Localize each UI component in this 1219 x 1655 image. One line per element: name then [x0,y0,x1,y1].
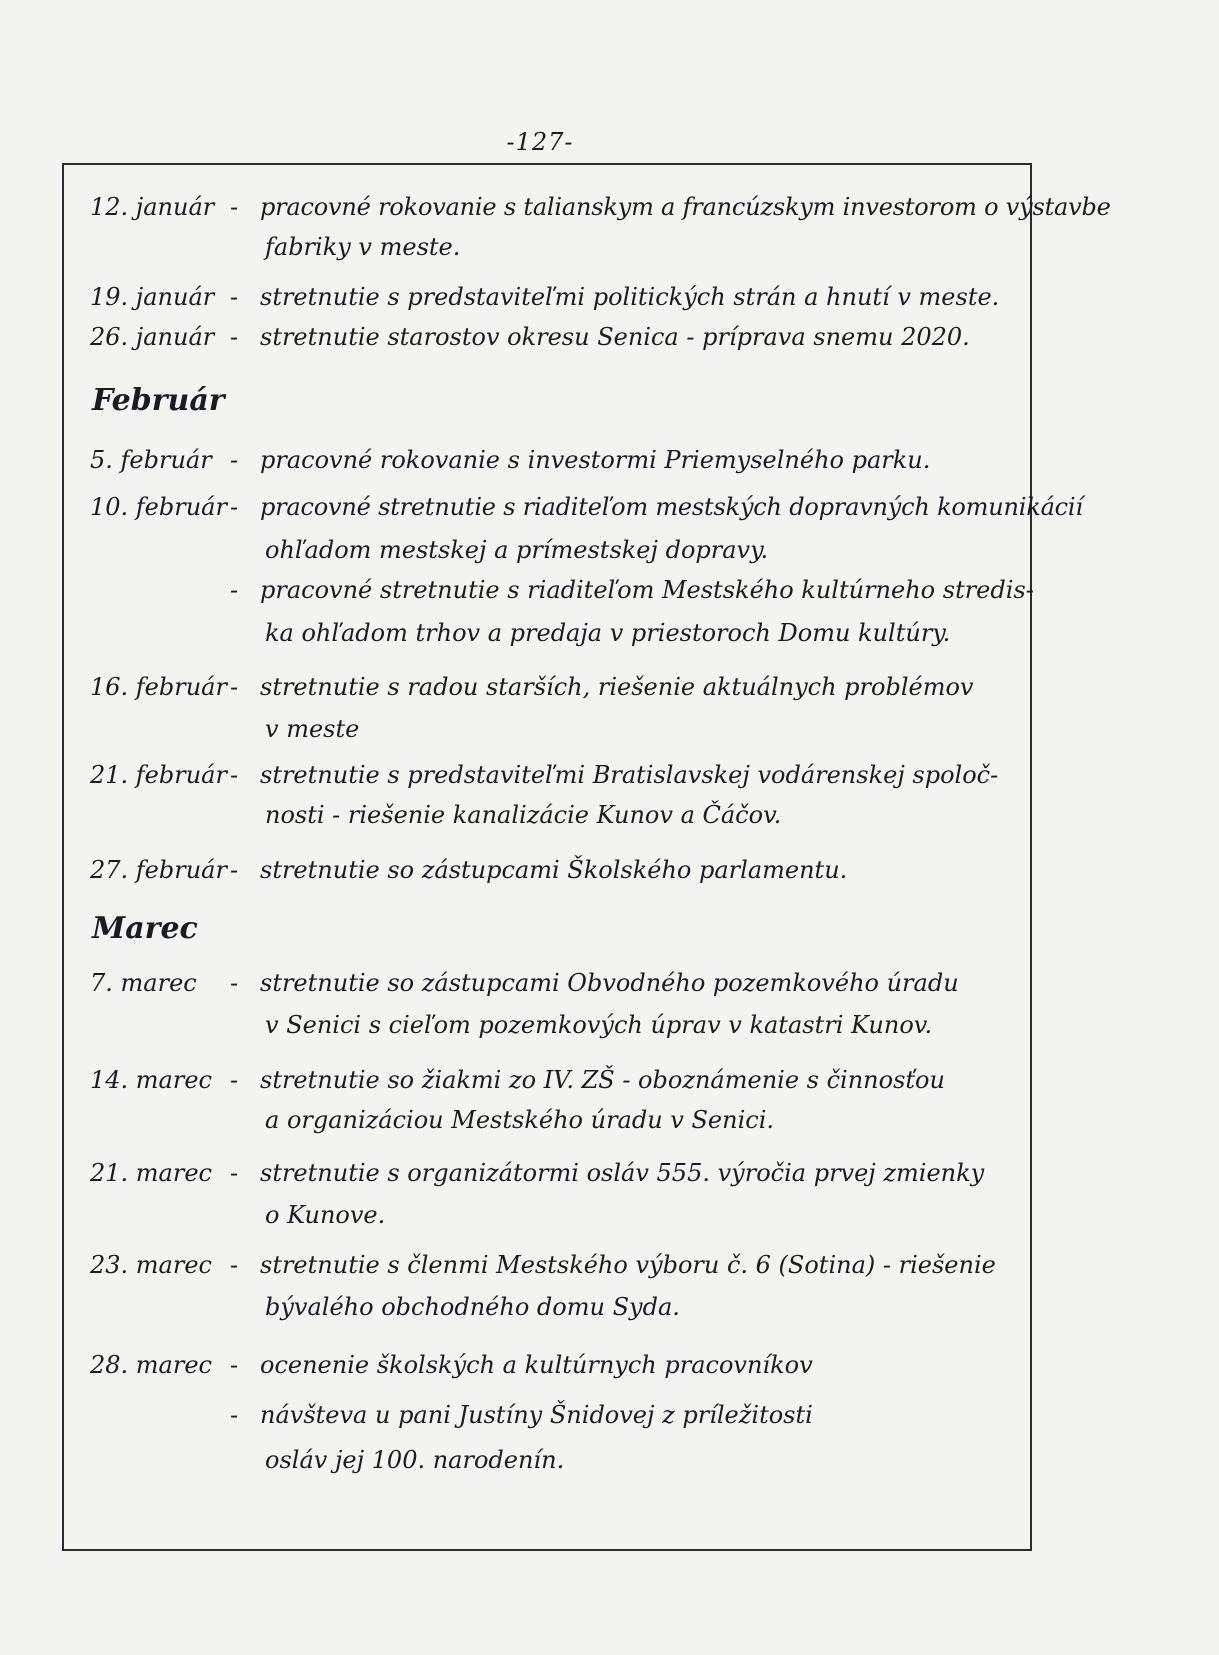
entry-text: v meste [265,715,360,743]
entry-dash: - [230,761,239,789]
entry-text: stretnutie s radou starších, riešenie aktuálnych problémov [260,673,974,701]
entry-dash: - [230,493,239,521]
entry-text: ohľadom mestskej a prímestskej dopravy. [265,536,769,564]
entry-date: 23. marec [90,1251,212,1279]
entry-date: 26. január [90,323,215,351]
entry-text: v Senici s cieľom pozemkových úprav v katastri Kunov. [265,1011,933,1039]
entry-dash: - [230,193,239,221]
entry-date: 28. marec [90,1351,212,1379]
entry-text: nosti - riešenie kanalizácie Kunov a Čáčov. [265,801,782,829]
entry-date: 16. február [90,673,227,701]
entry-text: o Kunove. [265,1201,386,1229]
entry-text: stretnutie so žiakmi zo IV. ZŠ - oboznámenie s činnosťou [260,1066,945,1094]
entry-text: pracovné rokovanie s talianskym a francúzskym investorom o výstavbe [260,193,1111,221]
section-heading: Február [92,383,225,418]
entry-text: fabriky v meste. [265,233,461,261]
entry-dash: - [230,1159,239,1187]
entry-text: stretnutie so zástupcami Školského parlamentu. [260,856,848,884]
entry-dash: - [230,673,239,701]
page-number: -127- [506,128,574,156]
entry-dash: - [230,576,239,604]
entry-text: stretnutie s predstaviteľmi politických strán a hnutí v meste. [260,283,1000,311]
entry-dash: - [230,1251,239,1279]
entry-date: 19. január [90,283,215,311]
entry-text: stretnutie s členmi Mestského výboru č. 6 (Sotina) - riešenie [260,1251,996,1279]
entry-text: stretnutie starostov okresu Senica - príprava snemu 2020. [260,323,970,351]
entry-text: pracovné stretnutie s riaditeľom Mestského kultúrneho stredis- [260,576,1034,604]
entry-date: 7. marec [90,969,197,997]
entry-text: ka ohľadom trhov a predaja v priestoroch Domu kultúry. [265,619,951,647]
entry-dash: - [230,1066,239,1094]
entry-text: pracovné stretnutie s riaditeľom mestských dopravných komunikácií [260,493,1083,521]
entry-dash: - [230,1401,239,1429]
entry-date: 5. február [90,446,212,474]
entry-dash: - [230,323,239,351]
entry-text: bývalého obchodného domu Syda. [265,1293,680,1321]
entry-text: pracovné rokovanie s investormi Priemyselného parku. [260,446,931,474]
entry-date: 12. január [90,193,215,221]
entry-text: ocenenie školských a kultúrnych pracovníkov [260,1351,813,1379]
entry-date: 21. február [90,761,227,789]
entry-date: 27. február [90,856,227,884]
entry-text: a organizáciou Mestského úradu v Senici. [265,1106,775,1134]
entry-date: 21. marec [90,1159,212,1187]
entry-dash: - [230,856,239,884]
entry-dash: - [230,1351,239,1379]
entry-dash: - [230,283,239,311]
entry-dash: - [230,446,239,474]
entry-text: stretnutie so zástupcami Obvodného pozemkového úradu [260,969,959,997]
entry-text: návšteva u pani Justíny Šnidovej z príležitosti [260,1401,813,1429]
entry-dash: - [230,969,239,997]
entry-date: 14. marec [90,1066,212,1094]
entry-text: stretnutie s organizátormi osláv 555. výročia prvej zmienky [260,1159,985,1187]
entry-date: 10. február [90,493,227,521]
entry-text: stretnutie s predstaviteľmi Bratislavskej vodárenskej spoloč- [260,761,999,789]
entry-text: osláv jej 100. narodenín. [265,1446,565,1474]
section-heading: Marec [92,911,198,946]
